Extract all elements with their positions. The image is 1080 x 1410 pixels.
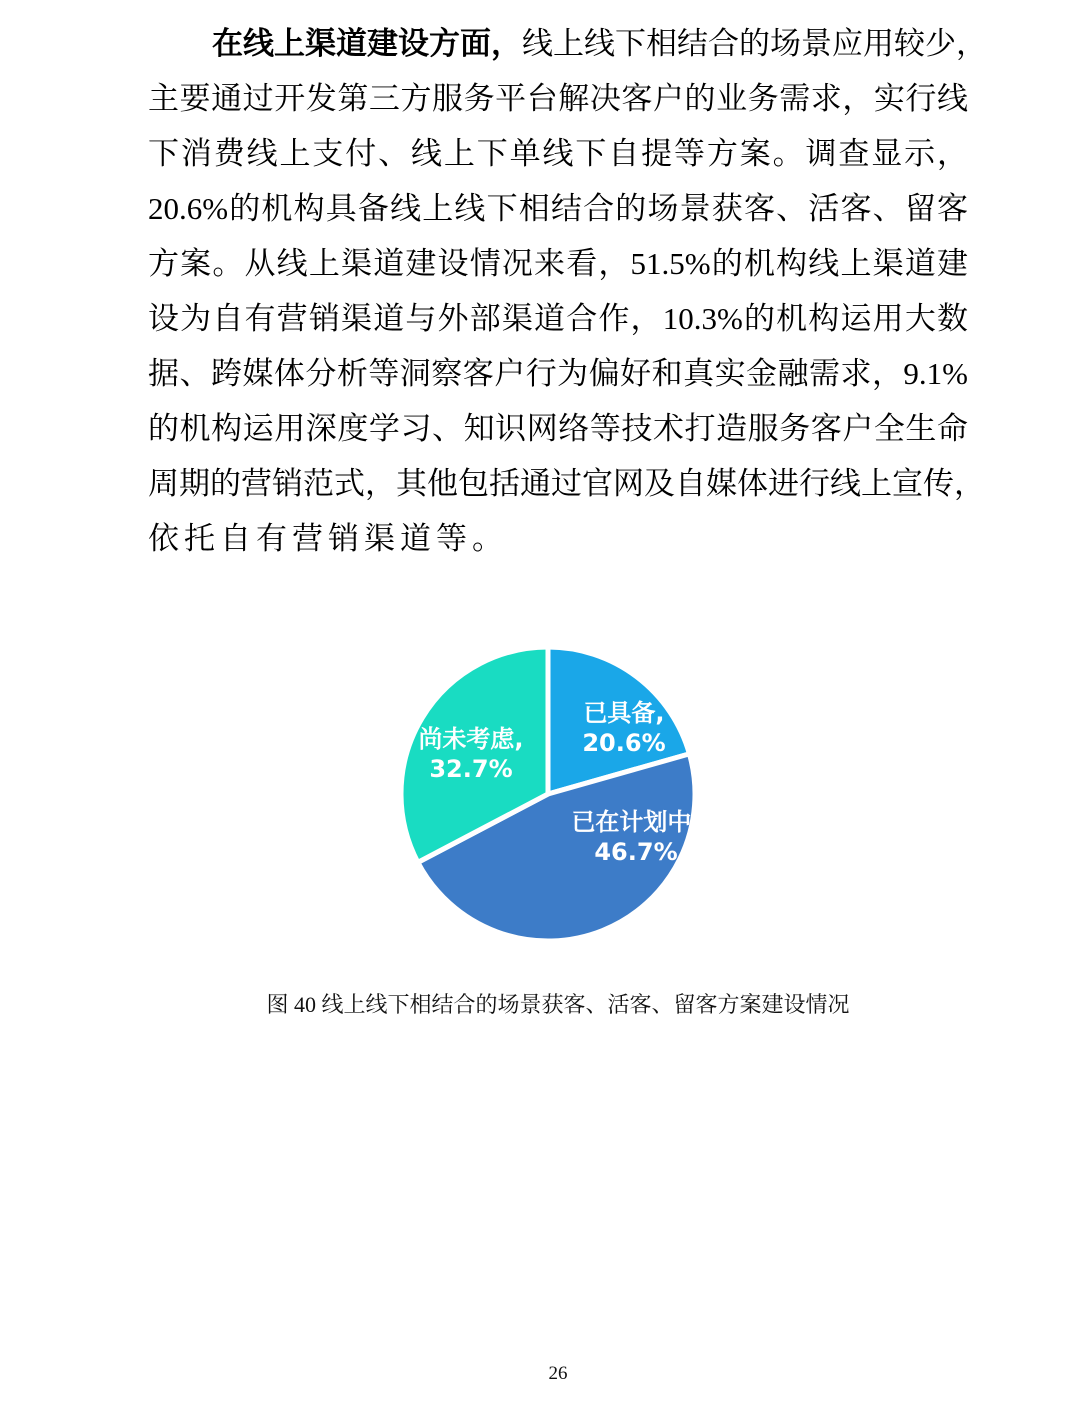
paragraph-line-4: 20.6%的机构具备线上线下相结合的场景获客、活客、留客: [148, 191, 968, 226]
pie-label-3: 尚未考虑, 32.7%: [418, 725, 524, 783]
paragraph-line-10: 依托自有营销渠道等。: [148, 521, 508, 556]
figure-caption: 图 40 线上线下相结合的场景获客、活客、留客方案建设情况: [266, 992, 850, 1017]
pie-label-2: 已在计划中, 46.7%: [571, 808, 701, 866]
paragraph-line-3: 下消费线上支付、线上下单线下自提等方案。调查显示，: [148, 136, 968, 171]
paragraph-line-2: 主要通过开发第三方服务平台解决客户的业务需求，实行线: [148, 81, 968, 116]
paragraph-line-1: 在线上渠道建设方面，线上线下相结合的场景应用较少，: [148, 16, 968, 71]
pie-figure: [388, 634, 708, 954]
paragraph-line-5: 方案。从线上渠道建设情况来看，51.5%的机构线上渠道建: [148, 246, 968, 281]
paragraph-line-8: 的机构运用深度学习、知识网络等技术打造服务客户全生命: [148, 411, 968, 446]
page-number: 26: [548, 1363, 568, 1384]
pie-label-1: 已具备, 20.6%: [582, 699, 666, 757]
pie-chart: [388, 634, 708, 954]
paragraph-line-9: 周期的营销范式，其他包括通过官网及自媒体进行线上宣传，: [148, 466, 985, 501]
bold-lead-in: 在线上渠道建设方面，: [212, 26, 522, 61]
paragraph-line-7: 据、跨媒体分析等洞察客户行为偏好和真实金融需求，9.1%: [148, 356, 968, 391]
body-paragraph: [148, 16, 987, 566]
first-line-indent: [148, 53, 212, 54]
paragraph-line-6: 设为自有营销渠道与外部渠道合作，10.3%的机构运用大数: [148, 301, 968, 336]
